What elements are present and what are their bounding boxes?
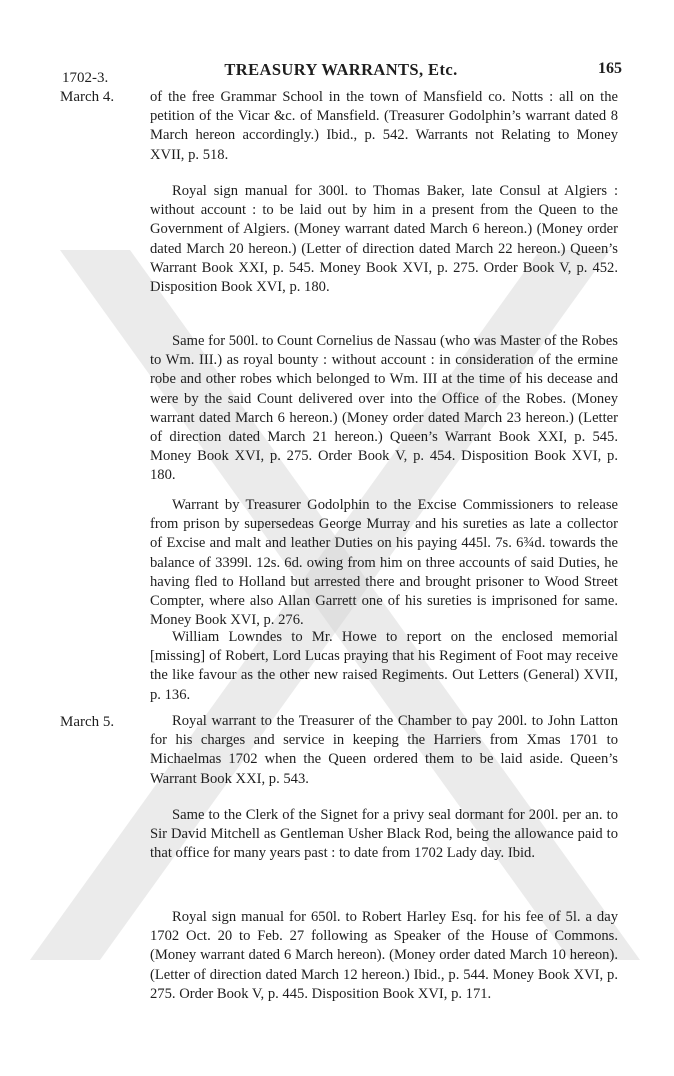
entry-paragraph: Same to the Clerk of the Signet for a privy seal dormant for 200l. per an. to Sir David Mitchell as Gentleman Usher Black Rod, being the allowance paid to that office for many years past : to date from 1702 Lady day. Ibid.: [150, 807, 618, 862]
entry-paragraph: of the free Grammar School in the town of Mansfield co. Notts : all on the petition of the Vicar &c. of Mansfield. (Treasurer Godolphin’s warrant dated 8 March hereon accordingly.) Ibid., p. 542. Warrants not Relating to Money XVII, p. 518.: [150, 89, 618, 163]
margin-day: March 5.: [60, 714, 115, 730]
entry-paragraph: Royal sign manual for 650l. to Robert Harley Esq. for his fee of 5l. a day 1702 Oct. 20 to Feb. 27 following as Speaker of the House of Commons. (Money warrant dated 6 March hereon). (Money order dated March 10 hereon). (Letter of direction dated March 12 hereon.) Ibid., p. 544. Money Book XVI, p. 275. Order Book V, p. 445. Disposition Book XVI, p. 171.: [150, 909, 618, 1002]
page-number: 165: [598, 60, 622, 77]
margin-day: March 4.: [60, 89, 115, 105]
running-title: TREASURY WARRANTS, Etc.: [224, 60, 458, 79]
entry-paragraph: Royal warrant to the Treasurer of the Chamber to pay 200l. to John Latton for his charges and service in keeping the Harriers from Xmas 1701 to Michaelmas 1702 when the Queen ordered them to be laid aside. Queen’s Warrant Book XXI, p. 543.: [150, 713, 618, 787]
entry-paragraph: William Lowndes to Mr. Howe to report on the enclosed memorial [missing] of Robert, Lord Lucas praying that his Regiment of Foot may receive the like favour as the other new raised Regiments. Out Letters (General) XVII, p. 136.: [150, 629, 618, 703]
entry-paragraph: Same for 500l. to Count Cornelius de Nassau (who was Master of the Robes to Wm. III.) as royal bounty : without account : in consideration of the ermine robe and other robes which belonged to Wm. III at the time of his decease and were by the said Count delivered over into the Office of the Robes. (Money warrant dated March 6 hereon.) (Money order dated March 23 hereon.) (Letter of direction dated March 21 hereon.) Queen’s Warrant Book XXI, p. 545. Money Book XVI, p. 275. Order Book V, p. 454. Disposition Book XVI, p. 180.: [150, 333, 618, 484]
margin-date: [60, 69, 150, 107]
entry-paragraph: Warrant by Treasurer Godolphin to the Excise Commissioners to release from prison by supersedeas George Murray and his sureties as late a collector of Excise and malt and leather Duties on his paying 445l. 7s. 6¾d. towards the balance of 3399l. 12s. 6d. owing from him on three accounts of said Duties, he having fled to Holland but arrested there and brought prisoner to Wood Street Compter, where also Allan Garrett one of his sureties is imprisoned for same. Money Book XVI, p. 276.: [150, 497, 618, 629]
entry-paragraph: Royal sign manual for 300l. to Thomas Baker, late Consul at Algiers : without account : to be laid out by him in a present from the Queen to the Government of Algiers. (Money warrant dated March 6 hereon.) (Money order dated March 20 hereon.) (Letter of direction dated March 22 hereon.) Queen’s Warrant Book XXI, p. 545. Money Book XVI, p. 275. Order Book V, p. 452. Disposition Book XVI, p. 180.: [150, 183, 618, 296]
margin-date: [60, 713, 150, 732]
margin-year: 1702-3.: [62, 70, 109, 86]
